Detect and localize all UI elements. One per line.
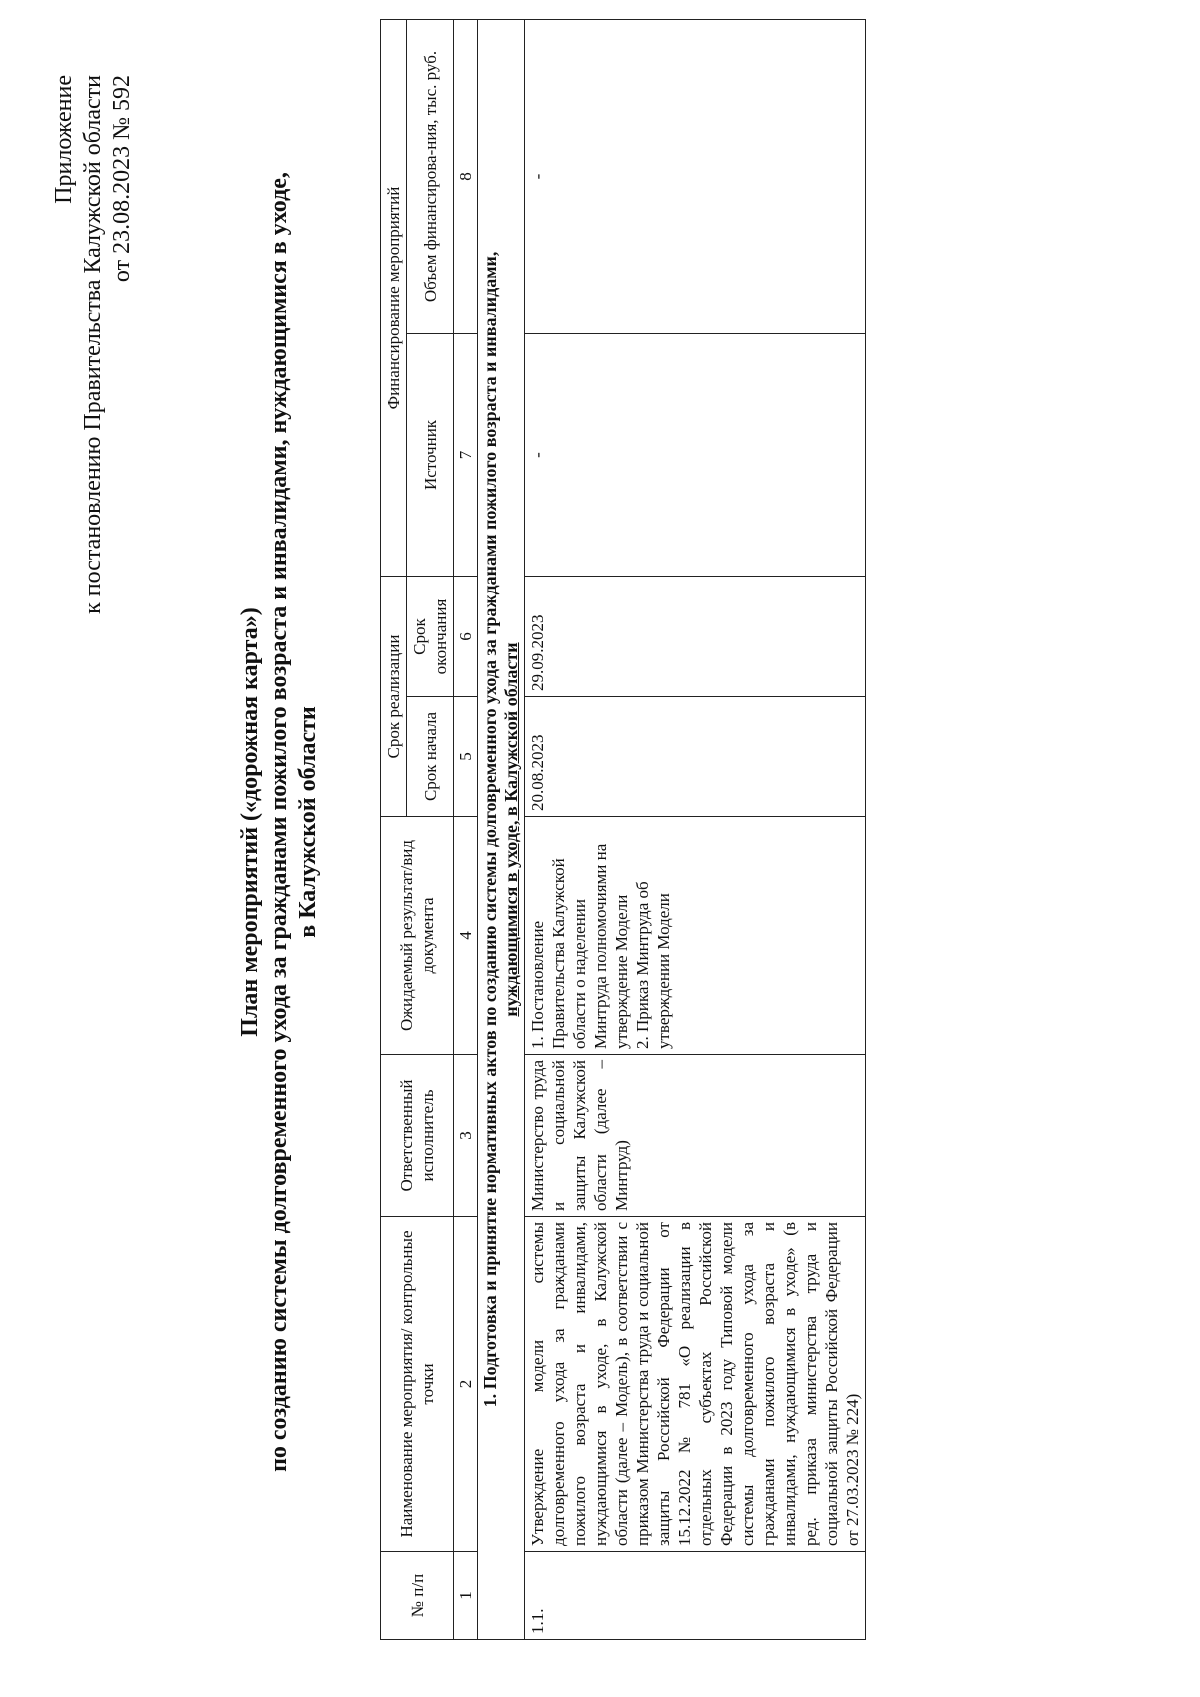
document-title xyxy=(236,107,323,1537)
col-number: 8 xyxy=(454,19,478,333)
appendix-line-2: к постановлению Правительства Калужской области xyxy=(80,75,106,614)
row-volume: - xyxy=(525,19,866,333)
row-result-1: 1. Постановление Правительства Калужской области о наделении Минтруда полномочиями на утверждение Модели xyxy=(528,843,631,1049)
title-line-3: в Калужской области xyxy=(295,706,321,938)
header-term-start: Срок начала xyxy=(407,697,454,817)
table-row xyxy=(525,19,866,1639)
section-line-2: нуждающимися в уходе, в Калужской области xyxy=(501,642,521,1017)
row-num: 1.1. xyxy=(525,1552,866,1640)
title-line-1: План мероприятий («дорожная карта») xyxy=(237,607,263,1037)
header-term-end: Срок окончания xyxy=(407,577,454,697)
appendix-line-3: от 23.08.2023 № 592 xyxy=(109,75,135,283)
header-volume: Объем финансирова-ния, тыс. руб. xyxy=(407,19,454,333)
header-executor: Ответственный исполнитель xyxy=(381,1055,454,1217)
row-end: 29.09.2023 xyxy=(525,577,866,697)
row-result xyxy=(525,817,866,1055)
col-number: 5 xyxy=(454,697,478,817)
header-name: Наименование мероприятия/ контрольные точки xyxy=(381,1217,454,1552)
row-source: - xyxy=(525,334,866,577)
header-source: Источник xyxy=(407,334,454,577)
row-start: 20.08.2023 xyxy=(525,697,866,817)
column-numbers-row xyxy=(454,19,478,1639)
header-term-group: Срок реализации xyxy=(381,577,407,817)
title-line-2: по созданию системы долговременного ухода за гражданами пожилого возраста и инвалидами, нуждающимися в уходе, xyxy=(266,172,292,1472)
header-num: № п/п xyxy=(381,1552,454,1640)
row-executor: Министерство труда и социальной защиты Калужской области (далее – Минтруд) xyxy=(525,1055,866,1217)
section-row xyxy=(478,19,525,1639)
section-line-1: 1. Подготовка и принятие нормативных актов по созданию системы долговременного ухода за гражданами пожилого возраста и инвалидами, xyxy=(480,251,500,1408)
col-number: 6 xyxy=(454,577,478,697)
col-number: 3 xyxy=(454,1055,478,1217)
col-number: 4 xyxy=(454,817,478,1055)
row-name: Утверждение модели системы долговременного ухода за гражданами пожилого возраста и инвалидами, нуждающимися в уходе, в Калужской области (далее – Модель), в соответствии с приказом Министерства труда и социальной защиты Российской Федерации от 15.12.2022 № 781 «О реализации в отдельных субъектах Российской Федерации в 2023 году Типовой модели системы долговременного ухода за гражданами пожилого возраста и инвалидами, нуждающимися в уходе» (в ред. приказа министерства труда и социальной защиты Российской Федерации от 27.03.2023 № 224) xyxy=(525,1217,866,1552)
header-result: Ожидаемый результат/вид документа xyxy=(381,817,454,1055)
appendix-line-1: Приложение xyxy=(51,75,77,204)
col-number: 7 xyxy=(454,334,478,577)
plan-table xyxy=(380,19,866,1640)
row-result-2: 2. Приказ Минтруда об утверждении Модели xyxy=(633,881,673,1049)
appendix-header xyxy=(50,75,137,614)
header-finance-group: Финансирование мероприятий xyxy=(381,19,407,576)
col-number: 1 xyxy=(454,1552,478,1640)
section-heading xyxy=(478,19,525,1639)
col-number: 2 xyxy=(454,1217,478,1552)
